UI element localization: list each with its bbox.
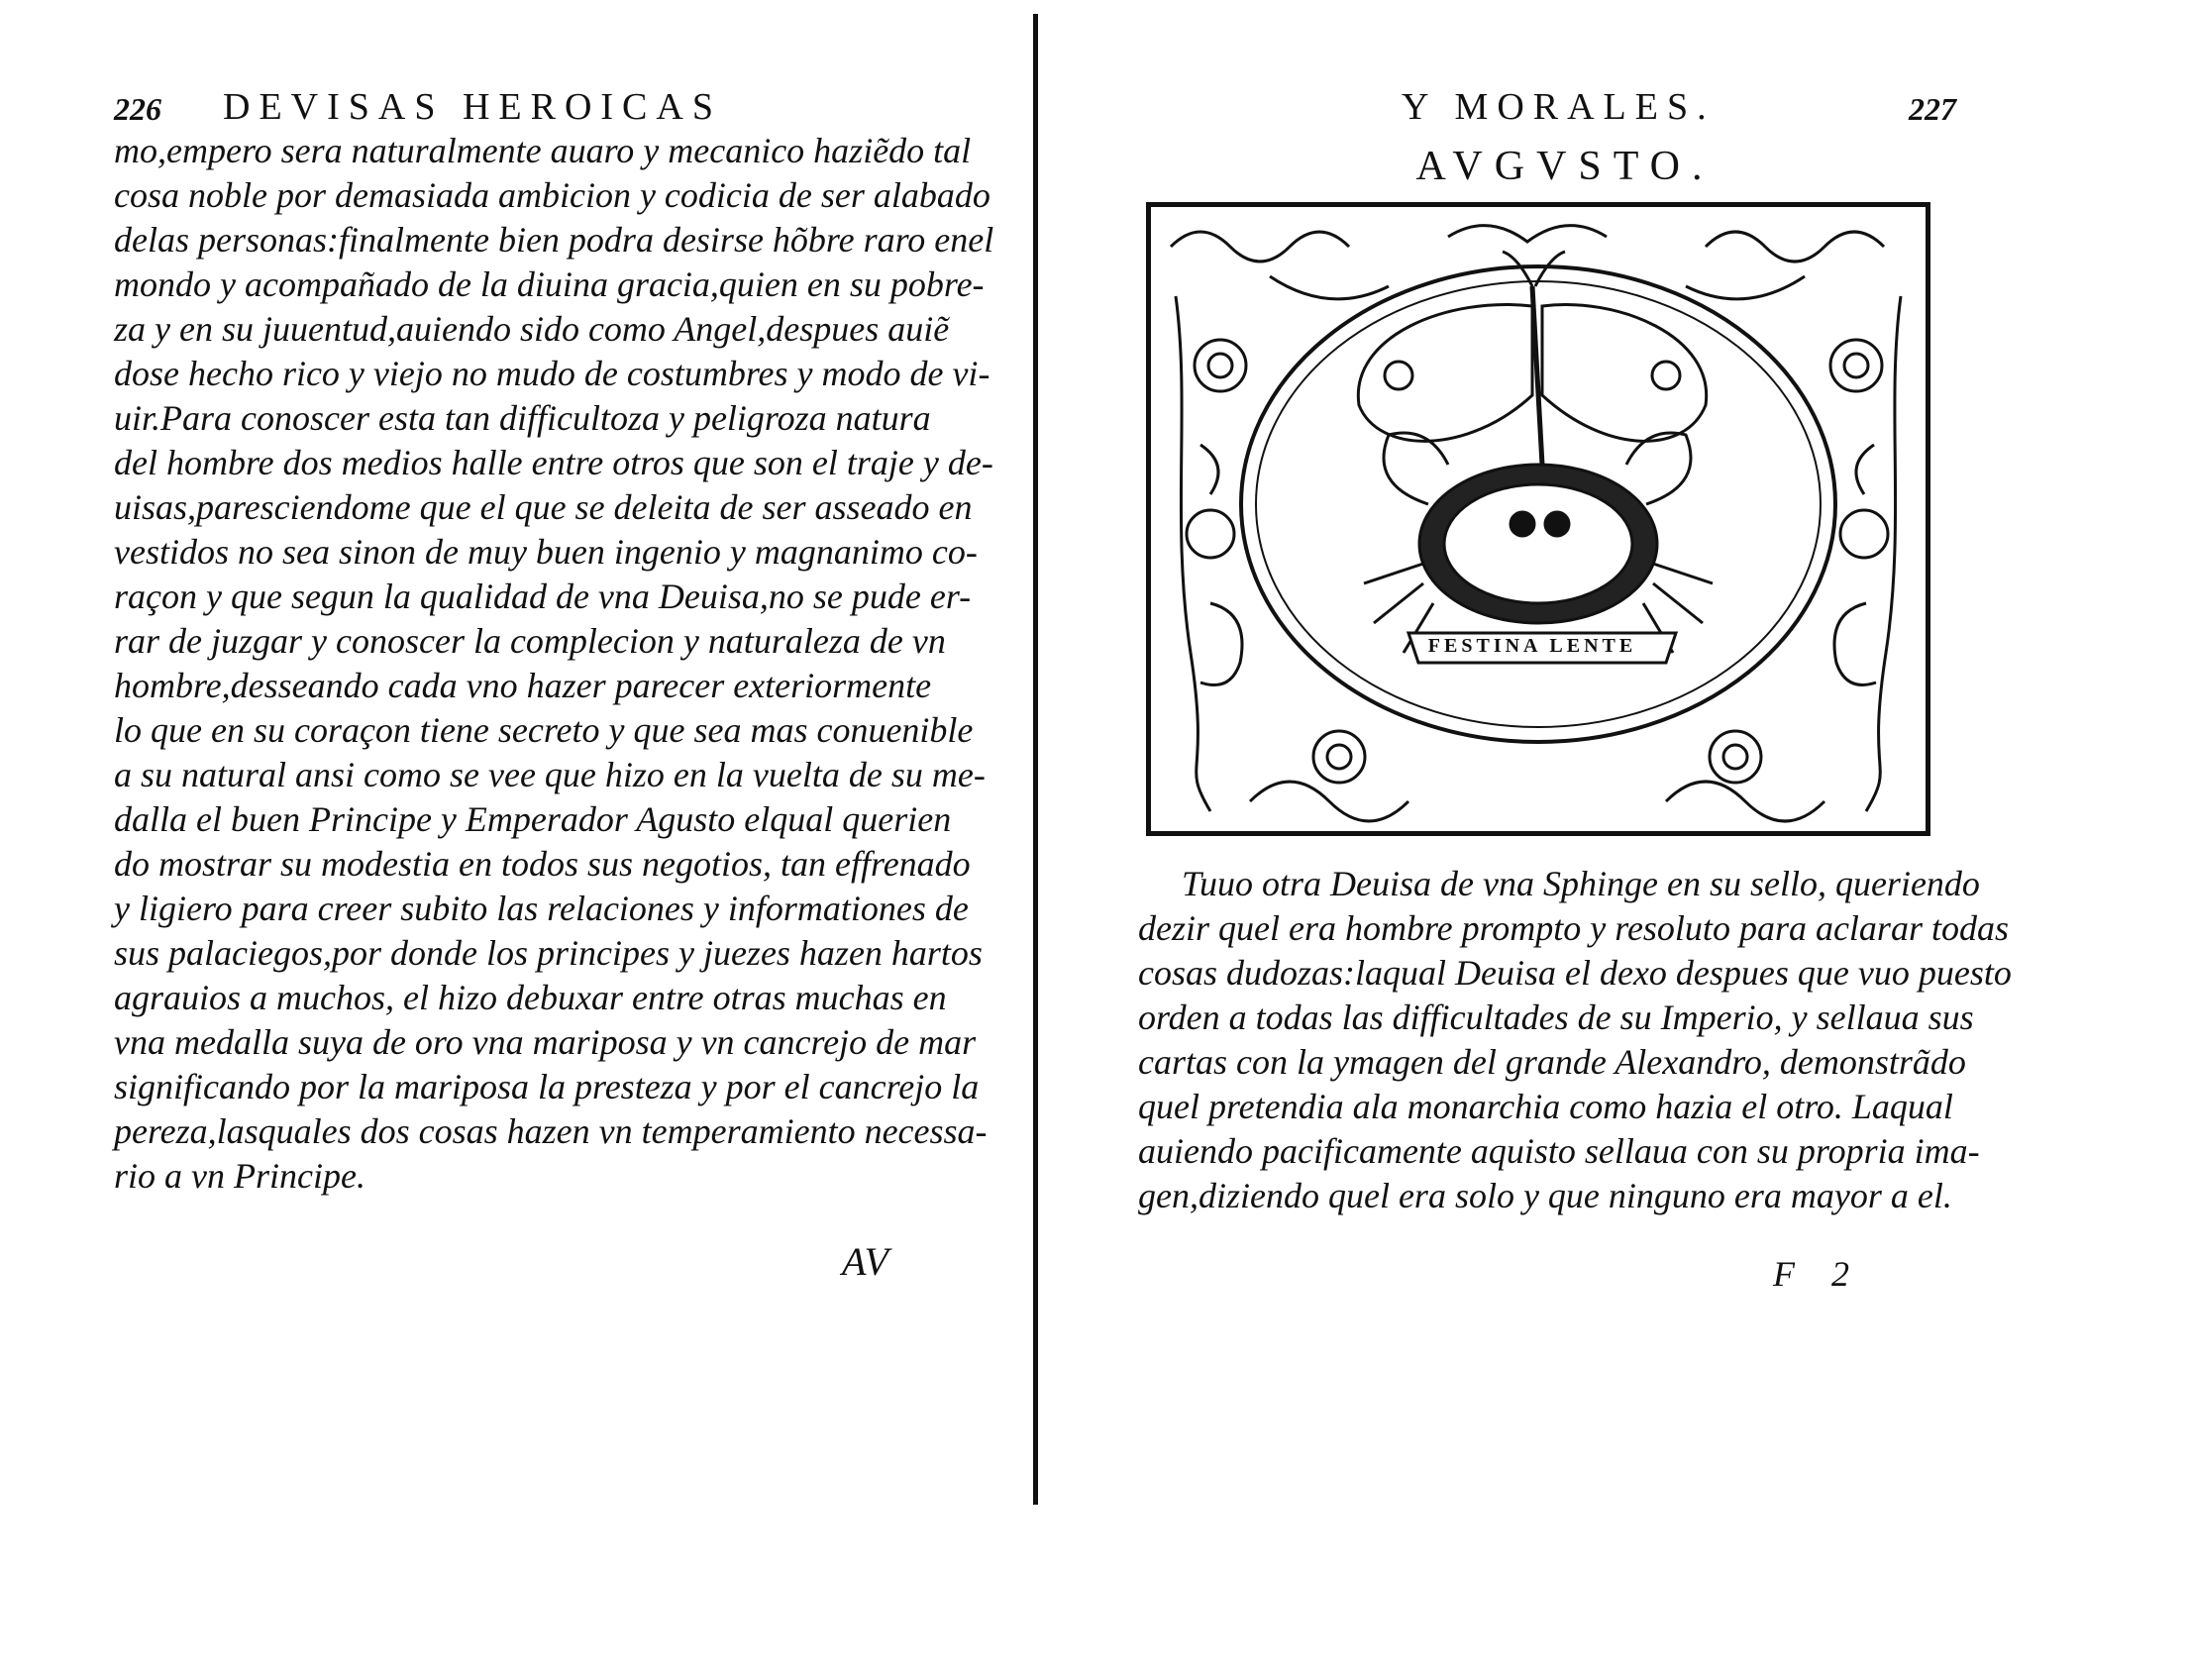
text-line: dalla el buen Principe y Emperador Agusto elqual querien xyxy=(114,799,952,839)
text-line: cosa noble por demasiada ambicion y codicia de ser alabado xyxy=(114,175,990,215)
text-line: hombre,desseando cada vno hazer parecer exteriormente xyxy=(114,666,932,705)
signature-mark: F 2 xyxy=(1773,1254,1863,1294)
text-line: pereza,lasquales dos cosas hazen vn temperamiento necessa- xyxy=(114,1111,988,1151)
text-line: gen,diziendo quel era solo y que ninguno era mayor a el. xyxy=(1138,1176,1952,1215)
text-line: dezir quel era hombre prompto y resoluto para aclarar todas xyxy=(1138,908,2009,948)
text-line: uisas,paresciendome que el que se deleita de ser asseado en xyxy=(114,487,973,527)
text-line: del hombre dos medios halle entre otros que son el traje y de- xyxy=(114,443,993,482)
right-page xyxy=(1134,79,2012,1294)
text-line: vna medalla suya de oro vna mariposa y vn cancrejo de mar xyxy=(114,1022,977,1062)
left-running-head xyxy=(114,79,966,129)
text-line: cartas con la ymagen del grande Alexandro, demonstrãdo xyxy=(1138,1042,1966,1082)
left-page xyxy=(114,79,994,1284)
text-line: cosas dudozas:laqual Deuisa el dexo despues que vuo puesto xyxy=(1138,953,2012,993)
text-line: agrauios a muchos, el hizo debuxar entre otras muchas en xyxy=(114,978,947,1017)
text-line: lo que en su coraçon tiene secreto y que sea mas conuenible xyxy=(114,710,974,750)
text-line: dose hecho rico y viejo no mudo de costumbres y modo de vi- xyxy=(114,354,990,393)
text-line: significando por la mariposa la presteza y por el cancrejo la xyxy=(114,1067,980,1106)
text-line: vestidos no sea sinon de muy buen ingenio y magnanimo co- xyxy=(114,532,978,572)
text-line: auiendo pacificamente aquisto sellaua con su propria ima- xyxy=(1138,1131,1980,1171)
text-line: mondo y acompañado de la diuina gracia,quien en su pobre- xyxy=(114,264,985,304)
page-number: 227 xyxy=(1909,91,1956,127)
emblem-woodcut xyxy=(1146,202,1930,836)
emblem-title: AVGVSTO. xyxy=(1415,144,1715,189)
right-running-head xyxy=(1134,79,1956,129)
text-line: y ligiero para creer subito las relaciones y informationes de xyxy=(114,889,969,928)
woodcut-illustration xyxy=(1151,207,1926,831)
text-line: orden a todas las difficultades de su Imperio, y sellaua sus xyxy=(1138,998,1974,1037)
running-head-title: Y MORALES. xyxy=(1402,86,1716,128)
text-line: a su natural ansi como se vee que hizo en la vuelta de su me- xyxy=(114,755,986,794)
text-line: do mostrar su modestia en todos sus negotios, tan effrenado xyxy=(114,844,971,884)
text-line: quel pretendia ala monarchia como hazia el otro. Laqual xyxy=(1138,1087,1953,1126)
text-line: Tuuo otra Deuisa de vna Sphinge en su sello, queriendo xyxy=(1182,864,1980,903)
text-line: rar de juzgar y conoscer la complecion y naturaleza de vn xyxy=(114,621,946,661)
text-line: rio a vn Principe. xyxy=(114,1156,365,1196)
left-body-text xyxy=(114,129,994,1199)
text-line: delas personas:finalmente bien podra desirse hõbre raro enel xyxy=(114,220,994,260)
catchword: AV xyxy=(842,1239,888,1284)
running-head-title: DEVISAS HEROICAS xyxy=(223,86,722,128)
text-line: sus palaciegos,por donde los principes y juezes hazen hartos xyxy=(114,933,983,973)
gutter-shadow xyxy=(1033,14,1038,1505)
right-body-text xyxy=(1138,862,2012,1218)
emblem-motto: FESTINA LENTE xyxy=(1427,635,1637,657)
text-line: raçon y que segun la qualidad de vna Deuisa,no se pude er- xyxy=(114,577,972,616)
text-line: mo,empero sera naturalmente auaro y mecanico haziẽdo tal xyxy=(114,131,972,170)
text-line: za y en su juuentud,auiendo sido como Angel,despues auiẽ xyxy=(114,309,950,349)
text-line: uir.Para conoscer esta tan difficultoza y peligroza natura xyxy=(114,398,931,438)
page-number: 226 xyxy=(114,91,161,127)
